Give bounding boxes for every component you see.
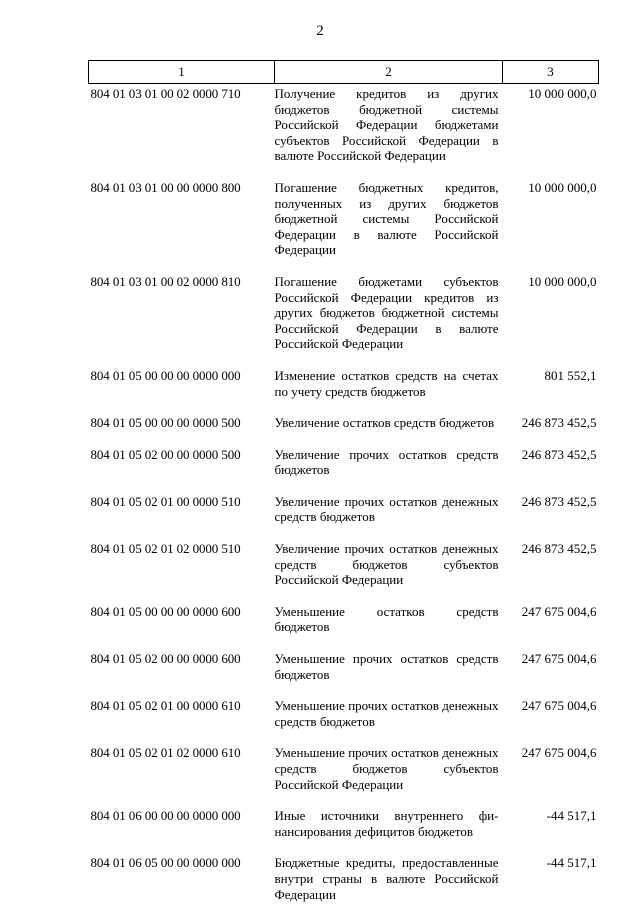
table-row (89, 84, 599, 180)
row-description: Увеличение остатков средств бюджетов (274, 415, 495, 431)
column-header-code: 1 (89, 61, 275, 84)
row-description: Иные источники внутреннего финансирования дефицитов бюджетов (274, 808, 499, 839)
row-description: Получение кредитов из других бюджетов бюджетной системы Российской Федерации бюджетами субъектов Российской Федерации в валюте Российской Федерации (274, 86, 499, 164)
column-header-description: 2 (275, 61, 503, 84)
row-code: 804 01 05 02 01 02 0000 510 (90, 541, 241, 557)
table-row (89, 180, 599, 274)
budget-table (88, 60, 599, 918)
table-row (89, 651, 599, 698)
row-code: 804 01 03 01 00 02 0000 710 (90, 86, 241, 101)
row-description: Уменьшение прочих остатков средств бюджетов (274, 651, 499, 682)
row-amount: 246 873 452,5 (521, 415, 597, 431)
row-amount: 246 873 452,5 (521, 493, 597, 509)
row-amount: 246 873 452,5 (521, 541, 597, 557)
table-row (89, 808, 599, 855)
row-amount: -44 517,1 (546, 808, 597, 824)
row-amount: 247 675 004,6 (521, 745, 597, 761)
row-amount: 247 675 004,6 (521, 603, 597, 619)
table-row (89, 698, 599, 745)
row-description: Увеличение прочих остатков денежных средств бюджетов субъектов Российской Федерации (274, 541, 499, 588)
row-description: Уменьшение остатков средств бюджетов (274, 603, 499, 635)
table-row (89, 447, 599, 494)
table-row (89, 541, 599, 604)
row-code: 804 01 05 02 01 00 0000 510 (90, 493, 241, 509)
row-amount: 247 675 004,6 (521, 698, 597, 714)
table-row (89, 745, 599, 808)
row-amount: 246 873 452,5 (521, 446, 597, 462)
table-row (89, 415, 599, 447)
row-description: Бюджетные кредиты, предоставленные внутри страны в валюте Российской Федерации (274, 855, 499, 902)
row-code: 804 01 06 05 00 00 0000 000 (90, 855, 241, 871)
table-row (89, 855, 599, 918)
row-description: Увеличение прочих остатков средств бюджетов (274, 446, 499, 478)
row-description: Увеличение прочих остатков денежных средств бюджетов (274, 493, 499, 525)
row-amount: -44 517,1 (546, 855, 597, 871)
table-row (89, 368, 599, 415)
row-description: Изменение остатков средств на счетах по учету средств бюджетов (274, 367, 499, 399)
row-code: 804 01 06 00 00 00 0000 000 (90, 808, 241, 824)
column-header-amount: 3 (503, 61, 599, 84)
row-code: 804 01 05 02 01 00 0000 610 (90, 698, 241, 714)
row-amount: 801 552,1 (544, 367, 597, 383)
row-code: 804 01 05 00 00 00 0000 500 (90, 415, 241, 431)
row-amount: 10 000 000,0 (528, 86, 597, 101)
table-row (89, 604, 599, 651)
row-code: 804 01 03 01 00 00 0000 800 (90, 179, 241, 195)
row-description: Погашение бюджетных кредитов, полученных из других бюджетов бюджетной системы Российской Федерации в валюте Российской Федерации (274, 179, 499, 258)
row-code: 804 01 05 02 00 00 0000 600 (90, 651, 241, 667)
row-code: 804 01 05 02 00 00 0000 500 (90, 446, 241, 462)
page-number: 2 (316, 23, 324, 39)
row-description: Уменьшение прочих остатков денежных средств бюджетов (274, 698, 499, 729)
row-code: 804 01 05 00 00 00 0000 600 (90, 603, 241, 619)
row-code: 804 01 05 00 00 00 0000 000 (90, 367, 241, 383)
row-amount: 10 000 000,0 (528, 179, 597, 195)
row-description: Погашение бюджетами субъектов Российской Федерации кредитов из других бюджетов бюджетной системы Российской Федерации в валюте Российской Федерации (274, 273, 499, 352)
table-header-row (89, 61, 599, 84)
row-code: 804 01 03 01 00 02 0000 810 (90, 273, 241, 289)
table-row (89, 274, 599, 368)
table-row (89, 494, 599, 541)
row-amount: 247 675 004,6 (521, 651, 597, 667)
row-amount: 10 000 000,0 (528, 273, 597, 289)
row-description: Уменьшение прочих остатков денежных средств бюджетов субъектов Российской Федерации (274, 745, 499, 792)
row-code: 804 01 05 02 01 02 0000 610 (90, 745, 241, 761)
